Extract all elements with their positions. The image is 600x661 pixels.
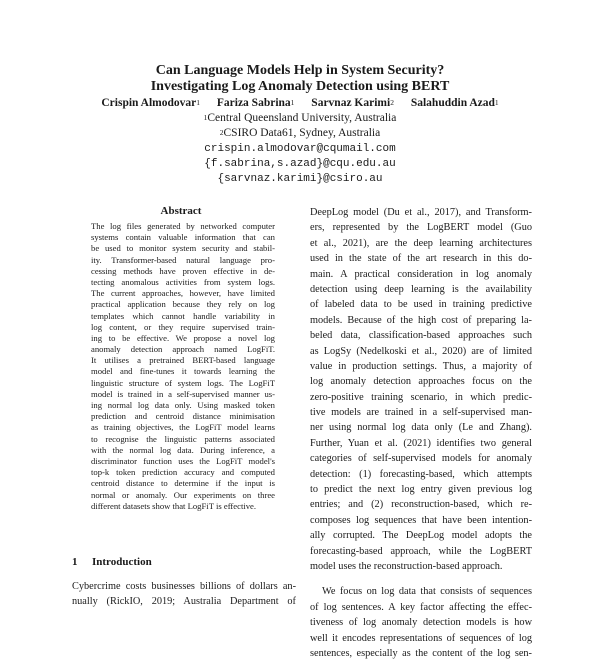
body-text-line: Cybercrime costs businesses billions of dollars an- bbox=[72, 581, 296, 592]
email-3[interactable]: {sarvnaz.karimi}@csiro.au bbox=[217, 173, 383, 185]
author-name: Sarvnaz Karimi bbox=[311, 97, 391, 109]
right-column-body bbox=[310, 205, 532, 661]
body-text-line: used in the state of the art research in this do- bbox=[310, 253, 532, 265]
body-text-line: zero-positive training scenario, in which predic- bbox=[310, 391, 532, 403]
abstract-line: anomaly detection approach named LogFiT. bbox=[91, 344, 275, 355]
introduction-body bbox=[72, 579, 296, 610]
affiliation-1 bbox=[60, 111, 540, 126]
abstract-line: model and fine-tunes it towards learning the bbox=[91, 366, 275, 377]
body-text-line: composes log sequences that have been intention- bbox=[310, 514, 532, 526]
abstract-line: cessing methods have proven effective in de- bbox=[91, 265, 275, 276]
author-affil-mark: 1 bbox=[196, 98, 200, 107]
abstract-line: It utilises a pretrained BERT-based language bbox=[91, 355, 275, 366]
paragraph-2 bbox=[310, 584, 532, 661]
abstract-line: be used to monitor system security and stabil- bbox=[91, 243, 275, 254]
body-text-line: detection using deep learning is the availability bbox=[310, 283, 532, 295]
abstract-line: The current approaches, however, have limited bbox=[91, 288, 275, 299]
abstract-line: discriminator function uses the LogFiT model's bbox=[91, 455, 275, 466]
abstract-line: linguistic structure of system logs. The LogFiT bbox=[91, 377, 275, 388]
abstract-line: ing to be effective. We propose a novel log bbox=[91, 332, 275, 343]
body-text-line: models. Because of the high cost of preparing la- bbox=[310, 314, 532, 326]
abstract-line: tecting anomalous activities from system logs. bbox=[91, 276, 275, 287]
body-text-line: categories of self-supervised models for anomaly bbox=[310, 453, 532, 465]
body-text-line: beled data, classification-based approaches such bbox=[310, 330, 532, 342]
abstract-line: templates which cannot handle variability in bbox=[91, 310, 275, 321]
email-2[interactable]: {f.sabrina,s.azad}@cqu.edu.au bbox=[204, 158, 396, 170]
abstract-line: top-k token prediction accuracy and computed bbox=[91, 467, 275, 478]
body-text-line: value in production settings. Thus, a majority of bbox=[310, 360, 532, 372]
author-affil-mark: 1 bbox=[290, 98, 295, 107]
body-text-line: sentences, especially as the content of the log sen- bbox=[310, 647, 532, 659]
body-text-line: Further, Yuan et al. (2021) identifies two general bbox=[310, 437, 532, 449]
body-text-line: model uses the reconstruction-based approach. bbox=[310, 560, 503, 572]
section-title: Introduction bbox=[92, 556, 152, 568]
affiliation-text: Central Queensland University, Australia bbox=[207, 112, 397, 124]
body-text-line: forecasting-based approach, while the LogBERT bbox=[310, 545, 532, 557]
abstract-line: as training objectives, the LogFiT model learns bbox=[91, 422, 275, 433]
body-text-line: We focus on log data that consists of sequences bbox=[322, 586, 532, 598]
body-text-line: tiveness of log anomaly detection models is how bbox=[310, 617, 532, 629]
abstract-line: normal or anomaly. Our experiments on three bbox=[91, 489, 275, 500]
author-name: Salahuddin Azad bbox=[410, 97, 495, 109]
abstract-line: systems contain valuable information that can bbox=[91, 232, 275, 243]
affiliation-mark: 1 bbox=[203, 113, 208, 122]
abstract-line: ing normal log data only. Using masked token bbox=[91, 400, 275, 410]
affiliation-text: CSIRO Data61, Sydney, Australia bbox=[223, 127, 381, 139]
email-1[interactable]: crispin.almodovar@cqumail.com bbox=[204, 143, 396, 155]
body-text-line: main. A practical consideration in log anomaly bbox=[310, 268, 532, 280]
author-affil-mark: 2 bbox=[390, 98, 394, 107]
body-text-line: et al., 2021), are the deep learning architectures bbox=[310, 237, 532, 249]
section-number: 1 bbox=[72, 556, 78, 568]
abstract-heading: Abstract bbox=[160, 205, 202, 217]
author-name: Fariza Sabrina bbox=[216, 97, 291, 109]
abstract-line: different datasets show that LogFiT is effective. bbox=[91, 500, 257, 511]
body-text-line: nually (RickIO, 2019; Australia Department of bbox=[72, 596, 296, 608]
abstract-line: log content, or they require supervised train- bbox=[91, 321, 275, 332]
affiliation-mark: 2 bbox=[219, 128, 224, 137]
body-text-line: of log sentences. A key factor affecting the effec- bbox=[310, 601, 532, 613]
paper-title-line-2: Investigating Log Anomaly Detection using BERT bbox=[150, 79, 450, 94]
abstract-line: centroid distance to determine if the input is bbox=[91, 478, 275, 489]
body-text-line: of labeled data to be used in training predictive bbox=[310, 299, 532, 311]
abstract-line: prediction and centroid distance minimisation bbox=[91, 411, 275, 422]
abstract-line: with the normal log data. During inference, a bbox=[91, 444, 275, 455]
abstract-line: model is trained in a self-supervised manner us- bbox=[91, 388, 275, 399]
body-text-line: tive models are trained in a self-supervised man- bbox=[310, 407, 532, 419]
author-list bbox=[40, 96, 560, 111]
body-text-line: ner using normal log data only (Le and Zhang). bbox=[310, 422, 532, 434]
abstract-body bbox=[91, 221, 275, 512]
body-text-line: well it encodes representations of sequences of log bbox=[310, 632, 532, 644]
body-text-line: as LogSy (Nedelkoski et al., 2020) are of limited bbox=[310, 345, 532, 357]
body-text-line: ally corrupted. The DeepLog model adopts the bbox=[310, 530, 532, 542]
paragraph-1 bbox=[310, 205, 532, 574]
body-text-line: DeepLog model (Du et al., 2017), and Transform- bbox=[310, 207, 532, 218]
abstract-line: practical application because they rely on log bbox=[91, 299, 275, 310]
author-affil-mark: 1 bbox=[494, 98, 499, 107]
author-name: Crispin Almodovar bbox=[101, 97, 197, 109]
body-text-line: entries; and (2) reconstruction-based, which re- bbox=[310, 499, 532, 511]
affiliation-2 bbox=[60, 126, 540, 141]
body-text-line: detection: (1) forecasting-based, which attempts bbox=[310, 468, 532, 480]
body-text-line: log anomaly detection approaches focus on the bbox=[310, 376, 532, 388]
abstract-line: to recognise the linguistic patterns associated bbox=[91, 433, 275, 444]
body-text-line: to predict the next log entry given previous log bbox=[310, 484, 532, 496]
abstract-line: ity. Transformer-based natural language pro- bbox=[91, 254, 275, 265]
body-text-line: ers, represented by the LogBERT model (Guo bbox=[310, 222, 532, 234]
section-heading-introduction bbox=[72, 556, 152, 568]
paper-title-line-1: Can Language Models Help in System Security? bbox=[155, 63, 445, 78]
abstract-line: The log files generated by networked computer bbox=[91, 221, 275, 231]
